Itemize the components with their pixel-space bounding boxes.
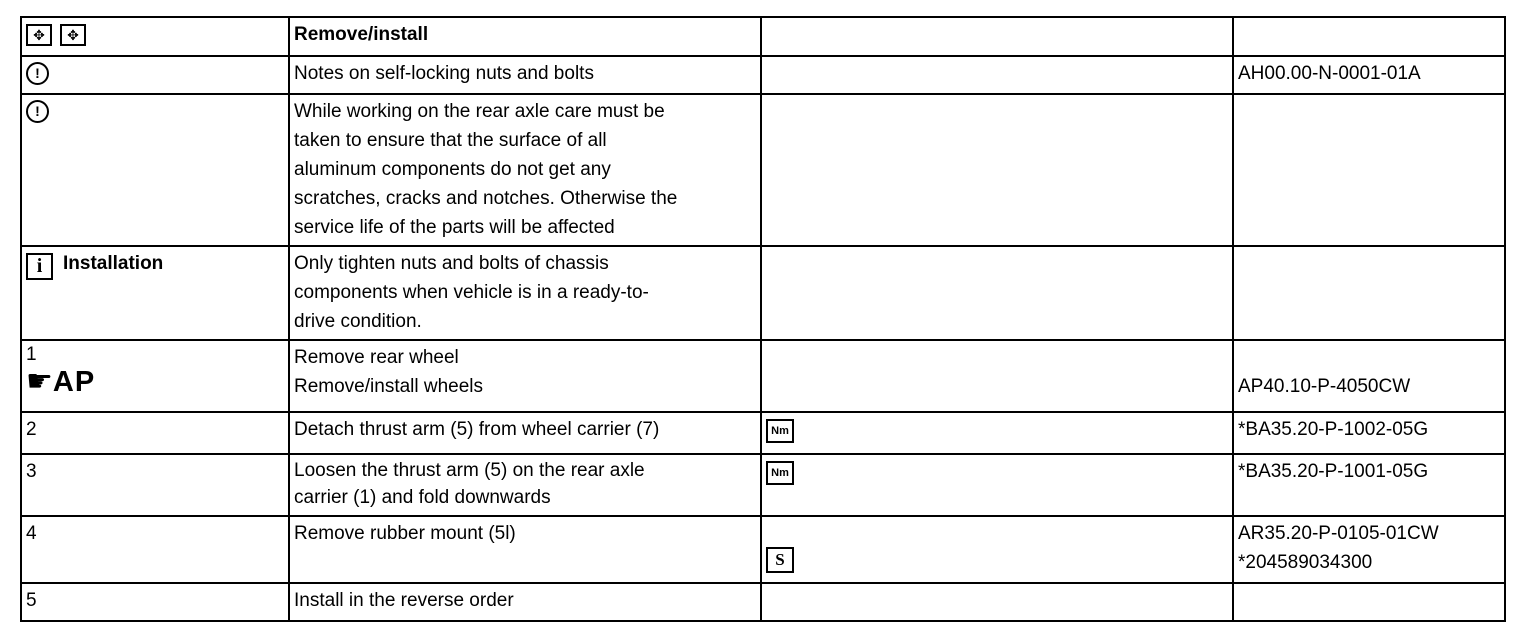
description-line: Only tighten nuts and bolts of chassis [294,253,609,274]
table-row [21,94,1505,246]
description-cell [289,412,761,454]
description-cell [289,454,761,516]
reference-cell [1233,340,1505,412]
description-text: Install in the reverse order [294,590,514,611]
description-cell [289,246,761,340]
table-row [21,583,1505,621]
step-heading [289,17,761,56]
description-cell [289,56,761,94]
special-tool-icon[interactable]: S [766,547,794,573]
step-number: 1 [26,344,37,365]
reference-cell [1233,516,1505,583]
icon-cell [21,246,289,340]
description-cell [289,583,761,621]
description-text: Remove rubber mount (5l) [294,523,516,544]
icon-cell [21,17,289,56]
step-number: 5 [26,590,37,611]
torque-icon[interactable]: Nm [766,419,794,443]
table-row [21,516,1505,583]
description-line: aluminum components do not get any [294,159,611,180]
reference-cell [1233,412,1505,454]
step-number: 4 [26,523,37,544]
reference-cell [1233,56,1505,94]
caution-icon: ! [26,62,49,85]
icon-cell [761,94,1233,246]
step-cell [21,516,289,583]
description-line: scratches, cracks and notches. Otherwise the [294,188,678,209]
description-line: Loosen the thrust arm (5) on the rear axle [294,460,645,481]
description-line: components when vehicle is in a ready-to- [294,282,649,303]
description-text: Detach thrust arm (5) from wheel carrier (7) [294,419,660,440]
icon-cell [761,246,1233,340]
description-line: Remove rear wheel [294,347,459,368]
icon-cell [761,412,1233,454]
table-row [21,412,1505,454]
pointing-hand-icon: ☛ [26,365,53,398]
step-cell [21,412,289,454]
description-line: While working on the rear axle care must be [294,101,665,122]
table-row [21,454,1505,516]
icon-cell [761,340,1233,412]
table-row [21,17,1505,56]
reference-link[interactable]: AR35.20-P-0105-01CW [1238,523,1439,544]
installation-label: Installation [63,253,164,274]
step-cell [21,583,289,621]
table-row [21,56,1505,94]
ap-reference[interactable] [26,367,284,397]
table-row [21,246,1505,340]
icon-cell [761,56,1233,94]
description-cell [289,516,761,583]
icon-cell [761,583,1233,621]
icon-cell [761,454,1233,516]
step-cell [21,454,289,516]
reference-cell [1233,454,1505,516]
description-cell [289,94,761,246]
info-icon: i [26,253,53,280]
description-line: Remove/install wheels [294,376,484,397]
reference-cell [1233,246,1505,340]
reference-cell [1233,94,1505,246]
step-number: 2 [26,419,37,440]
icon-cell [761,516,1233,583]
ap-label: AP [52,366,96,398]
icon-cell [21,94,289,246]
reference-link[interactable]: AP40.10-P-4050CW [1238,376,1411,397]
caution-icon: ! [26,100,49,123]
step-cell [21,340,289,412]
icon-cell [21,56,289,94]
description-line: taken to ensure that the surface of all [294,130,607,151]
expand-icon[interactable]: ✥ [26,24,52,46]
description-text: Notes on self-locking nuts and bolts [294,63,594,84]
step-number: 3 [26,461,37,482]
reference-link[interactable]: *BA35.20-P-1002-05G [1238,419,1429,440]
description-line: drive condition. [294,311,422,332]
description-line: service life of the parts will be affected [294,217,615,238]
description-line: carrier (1) and fold downwards [294,487,551,508]
heading-text: Remove/install [294,24,429,45]
collapse-icon[interactable]: ✥ [60,24,86,46]
tool-number[interactable]: *204589034300 [1238,552,1373,573]
description-cell [289,340,761,412]
reference-link[interactable]: AH00.00-N-0001-01A [1238,63,1421,84]
table-row [21,340,1505,412]
reference-link[interactable]: *BA35.20-P-1001-05G [1238,461,1429,482]
torque-icon[interactable]: Nm [766,461,794,485]
reference-cell [1233,17,1505,56]
icon-cell [761,17,1233,56]
procedure-table [20,16,1506,622]
reference-cell [1233,583,1505,621]
